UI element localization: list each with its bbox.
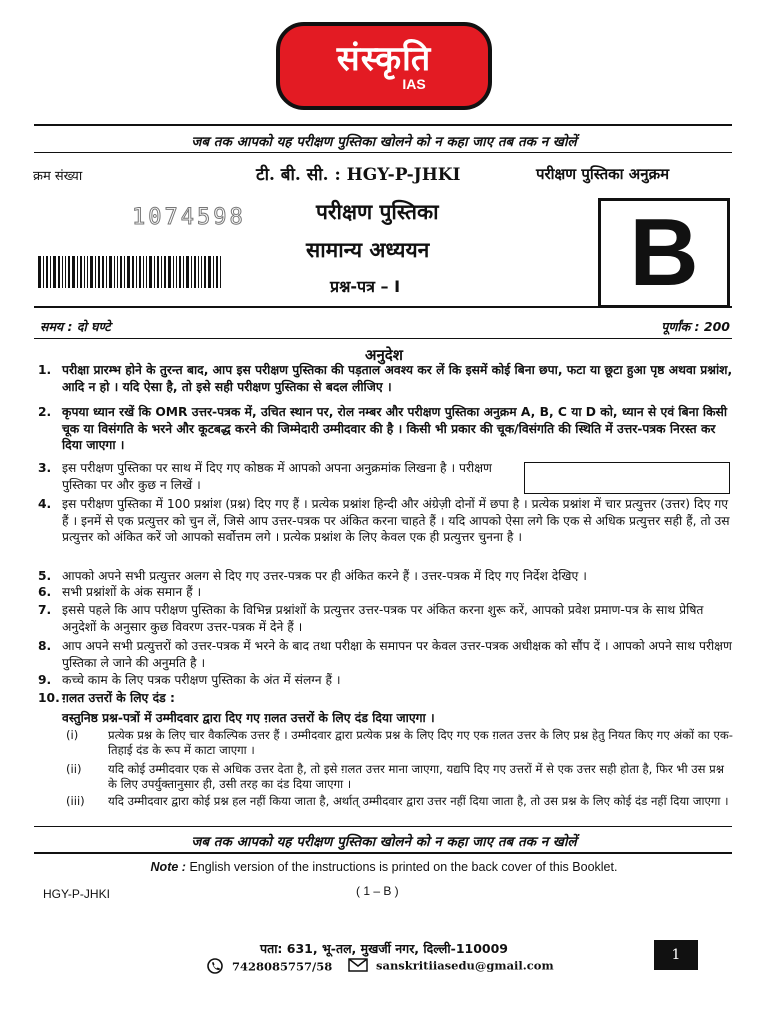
barcode-bar [80, 256, 82, 288]
instructions-title: अनुदेश [365, 346, 403, 364]
barcode-bar [136, 256, 137, 288]
instruction-number: 5. [38, 569, 52, 583]
barcode-bar [106, 256, 107, 288]
page-mark: ( 1 – B ) [356, 884, 399, 898]
penalty-item [66, 728, 734, 758]
tbc-code: टी. बी. सी. : HGY-P-JHKI [256, 165, 461, 185]
barcode-bar [77, 256, 78, 288]
instruction-number: 7. [38, 603, 52, 617]
booklet-code: HGY-P-JHKI [43, 887, 110, 901]
phone-number: 7428085757/58 [232, 959, 333, 974]
instruction-number: 1. [38, 363, 52, 377]
subject-title: सामान्य अध्ययन [306, 238, 430, 262]
email-icon [348, 958, 368, 975]
note-text: English version of the instructions is printed on the back cover of this Booklet. [189, 860, 618, 874]
barcode-bar [186, 256, 189, 288]
barcode-bar [143, 256, 144, 288]
penalty-item [66, 794, 734, 809]
barcode-bar [132, 256, 134, 288]
barcode-bar [201, 256, 202, 288]
instruction-item [38, 362, 738, 395]
barcode-bar [149, 256, 152, 288]
instruction-item [38, 672, 738, 689]
barcode-bar [84, 256, 85, 288]
barcode-bar [179, 256, 181, 288]
header-rule [34, 306, 732, 308]
barcode-bar [58, 256, 60, 288]
paper-title: प्रश्न-पत्र – I [330, 277, 401, 296]
instruction-number: 8. [38, 639, 52, 653]
booklet-series-label: परीक्षण पुस्तिका अनुक्रम [536, 165, 670, 183]
barcode-bar [127, 256, 130, 288]
time-label: समय : दो घण्टे [40, 319, 111, 334]
instruction-text: कच्चे काम के लिए पत्रक परीक्षण पुस्तिका के अंत में संलग्न हैं । [62, 673, 341, 687]
barcode-bar [43, 256, 44, 288]
barcode-bar [183, 256, 184, 288]
barcode-bar [38, 256, 41, 288]
barcode-bar [72, 256, 75, 288]
booklet-title: परीक्षण पुस्तिका [316, 200, 439, 224]
penalty-number: (i) [66, 728, 79, 742]
barcode-bar [164, 256, 166, 288]
instruction-item [38, 568, 738, 585]
bottom-rule [34, 852, 732, 854]
barcode-bar [168, 256, 171, 288]
logo-sub-text: IAS [402, 76, 426, 92]
barcode-bar [109, 256, 112, 288]
barcode-bar [208, 256, 211, 288]
penalty-text: यदि कोई उम्मीदवार एक से अधिक उत्तर देता है, तो इसे ग़लत उत्तर माना जाएगा, यद्यपि दिए गए उत्तरों में से एक उत्तर सही होता है, फिर भी उस प्रश्न के लिए उपर्युक्तानुसार ही, उसी तरह का दंड दिया जाएगा । [108, 762, 724, 791]
penalty-intro-text: वस्तुनिष्ठ प्रश्न-पत्रों में उम्मीदवार द्वारा दिए गए ग़लत उत्तरों के लिए दंड दिया जाएगा । [62, 711, 435, 725]
barcode-bar [114, 256, 115, 288]
barcode-bar [98, 256, 100, 288]
barcode-bar [204, 256, 206, 288]
instruction-number: 6. [38, 585, 52, 599]
penalty-number: (iii) [66, 794, 85, 808]
instruction-item [38, 690, 738, 707]
barcode-bar [120, 256, 122, 288]
logo-brand-text: संस्कृति [336, 39, 432, 79]
barcode-bar [173, 256, 174, 288]
barcode-bar [176, 256, 177, 288]
instruction-text: सभी प्रश्नांशों के अंक समान हैं । [62, 585, 202, 599]
barcode-bar [154, 256, 155, 288]
barcode-bar [90, 256, 93, 288]
barcode-bar [146, 256, 147, 288]
instruction-text: परीक्षा प्रारम्भ होने के तुरन्त बाद, आप इस परीक्षण पुस्तिका की पड़ताल अवश्य कर लें कि इसमें कोई बिना छपा, फटा या छूटा हुआ पृष्ठ अथवा प्रश्नांश, आदि न हो । यदि ऐसा है, तो इसे सही परीक्षण पुस्तिका से बदल लीजिए । [62, 363, 733, 394]
barcode-bar [191, 256, 192, 288]
barcode-bar [87, 256, 88, 288]
instruction-item [38, 584, 738, 601]
barcode [38, 256, 248, 288]
instruction-number: 10. [38, 691, 60, 705]
penalty-text: यदि उम्मीदवार द्वारा कोई प्रश्न हल नहीं किया जाता है, अर्थात् उम्मीदवार द्वारा उत्तर नहीं दिया जाता है, तो उस प्रश्न के लिए कोई दंड नहीं दिया जाएगा । [108, 794, 729, 808]
barcode-bar [65, 256, 66, 288]
penalty-intro [62, 710, 738, 727]
penalty-item [66, 762, 734, 792]
instruction-text: आपको अपने सभी प्रत्युत्तर अलग से दिए गए उत्तर-पत्रक पर ही अंकित करने हैं । उत्तर-पत्रक में दिए गए निर्देश देखिए । [62, 569, 587, 583]
phone-icon [206, 958, 224, 977]
instruction-number: 2. [38, 405, 52, 419]
barcode-bar [50, 256, 51, 288]
warning-rule [34, 152, 732, 153]
barcode-bar [95, 256, 96, 288]
penalty-number: (ii) [66, 762, 82, 776]
barcode-bar [124, 256, 125, 288]
top-rule [34, 124, 732, 126]
instruction-item [38, 638, 738, 671]
email-contact [348, 958, 554, 975]
instruction-text: कृपया ध्यान रखें कि OMR उत्तर-पत्रक में, उचित स्थान पर, रोल नम्बर और परीक्षण पुस्तिका अनुक्रम A, B, C या D को, ध्यान से एवं बिना किसी चूक या विसंगति के भरने और कूटबद्ध करने की जिम्मेदारी उम्मीदवार की है । किसी भी प्रकार की चूक/विसंगति की स्थिति में उत्तर-पत्रक निरस्त कर दिया जाएगा । [62, 405, 728, 452]
top-warning: जब तक आपको यह परीक्षण पुस्तिका खोलने को न कहा जाए तब तक न खोलें [191, 134, 577, 150]
barcode-bar [53, 256, 56, 288]
instruction-number: 9. [38, 673, 52, 687]
sanskriti-ias-logo [276, 22, 492, 110]
barcode-bar [102, 256, 104, 288]
phone-contact [206, 958, 332, 977]
instruction-text: इस परीक्षण पुस्तिका पर साथ में दिए गए कोष्ठक में आपको अपना अनुक्रमांक लिखना है । परीक्षण पुस्तिका पर और कुछ न लिखें । [62, 461, 492, 492]
series-box [598, 198, 730, 308]
page-number-badge [654, 940, 698, 970]
serial-number: 1074598 [132, 205, 246, 230]
barcode-bar [62, 256, 63, 288]
instruction-item [38, 496, 738, 546]
barcode-bar [139, 256, 141, 288]
instruction-text: ग़लत उत्तरों के लिए दंड : [62, 691, 175, 705]
full-marks-label: पूर्णांक : 200 [661, 319, 730, 334]
barcode-bar [220, 256, 221, 288]
instruction-number: 3. [38, 461, 52, 475]
penalty-text: प्रत्येक प्रश्न के लिए चार वैकल्पिक उत्तर हैं । उम्मीदवार द्वारा प्रत्येक प्रश्न के लिए दिए गए एक ग़लत उत्तर के लिए प्रश्न हेतु नियत किए गए अंकों का एक-तिहाई दंड के रूप में काटा जाएगा । [108, 728, 733, 757]
instruction-text: आप अपने सभी प्रत्युत्तरों को उत्तर-पत्रक में भरने के बाद तथा परीक्षा के समापन पर केवल उत्तर-पत्रक अधीक्षक को सौंप दें । आपको अपने साथ परीक्षण पुस्तिका ले जाने की अनुमति है । [62, 639, 732, 670]
barcode-bar [68, 256, 70, 288]
barcode-bar [213, 256, 214, 288]
barcode-bar [157, 256, 159, 288]
instruction-item [38, 602, 738, 635]
series-letter: B [629, 199, 699, 306]
bottom-warning: जब तक आपको यह परीक्षण पुस्तिका खोलने को न कहा जाए तब तक न खोलें [191, 834, 577, 850]
roll-number-box [524, 462, 730, 494]
page-number: 1 [671, 947, 681, 963]
note-label: Note : [150, 860, 186, 874]
bottom-rule-top [34, 826, 732, 827]
time-rule [34, 338, 732, 339]
barcode-bar [198, 256, 199, 288]
email-address: sanskritiiasedu@gmail.com [376, 958, 554, 973]
barcode-bar [216, 256, 218, 288]
english-note [0, 860, 768, 874]
kram-sankhya-label: क्रम संख्या [33, 169, 83, 184]
address: पता: 631, भू-तल, मुखर्जी नगर, दिल्ली-110009 [259, 941, 509, 956]
instruction-number: 4. [38, 497, 52, 511]
barcode-bar [117, 256, 118, 288]
barcode-bar [46, 256, 48, 288]
instruction-item [38, 460, 508, 493]
instruction-item [38, 404, 738, 454]
instruction-text: इससे पहले कि आप परीक्षण पुस्तिका के विभिन्न प्रश्नांशों के प्रत्युत्तर उत्तर-पत्रक पर अंकित करना शुरू करें, आपको प्रवेश प्रमाण-पत्र के साथ प्रेषित अनुदेशों के अनुसार कुछ विवरण उत्तर-पत्रक में देने हैं । [62, 603, 704, 634]
barcode-bar [161, 256, 162, 288]
barcode-bar [194, 256, 196, 288]
instruction-text: इस परीक्षण पुस्तिका में 100 प्रश्नांश (प्रश्न) दिए गए हैं । प्रत्येक प्रश्नांश हिन्दी और अंग्रेज़ी दोनों में छपा है । प्रत्येक प्रश्नांश में चार प्रत्युत्तर (उत्तर) दिए गए हैं । इनमें से एक प्रत्युत्तर को चुन लें, जिसे आप उत्तर-पत्रक पर अंकित करना चाहते हैं । यदि आपको ऐसा लगे कि एक से अधिक प्रत्युत्तर सही हैं, तो उस प्रत्युत्तर को अंकित करें जो आपको सर्वोत्तम लगे । प्रत्येक प्रश्नांश के लिए केवल एक ही प्रत्युत्तर चुनना है । [62, 497, 730, 544]
